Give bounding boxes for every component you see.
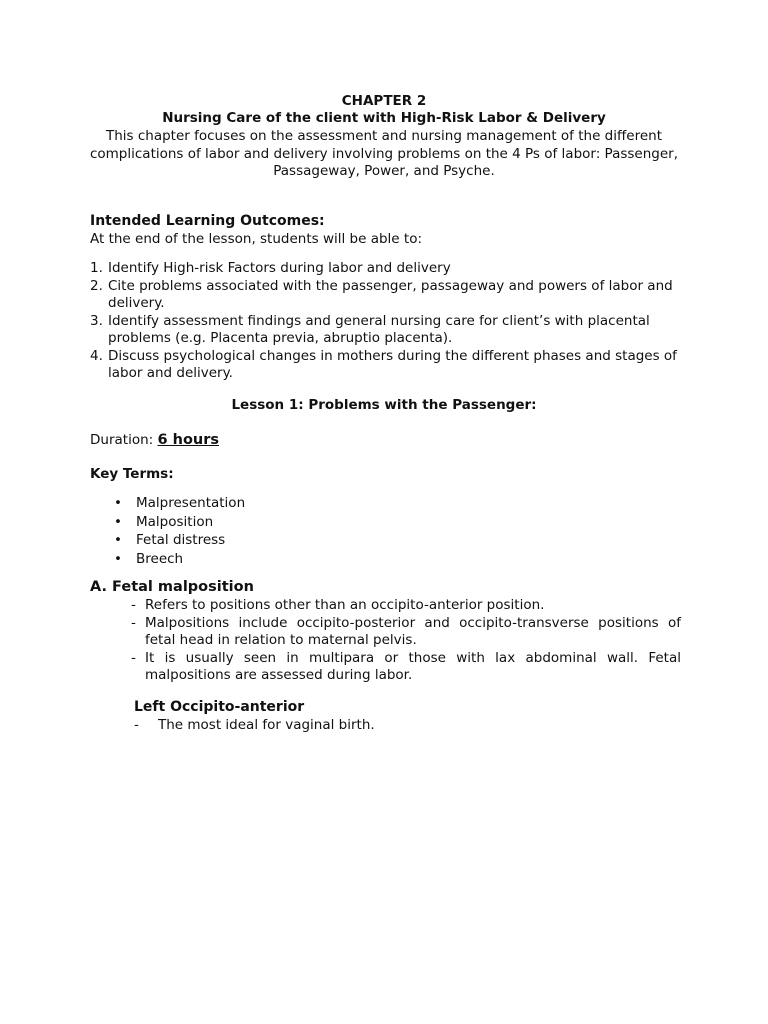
- list-item: [114, 532, 245, 551]
- bullet-icon: •: [114, 495, 122, 511]
- list-item: [90, 278, 690, 313]
- lesson-title: Lesson 1: Problems with the Passenger:: [231, 397, 537, 413]
- key-term: Breech: [136, 550, 184, 567]
- item-text: Identify High-risk Factors during labor and delivery: [108, 260, 451, 276]
- item-number: 1.: [90, 260, 103, 276]
- key-term: Malposition: [136, 513, 214, 530]
- key-term: Fetal distress: [136, 532, 226, 548]
- learning-outcomes-intro: At the end of the lesson, students will be able to:: [90, 231, 422, 247]
- item-number: 3.: [90, 312, 103, 329]
- point-text: It is usually seen in multipara or those with lax abdominal wall. Fetal malpositions are assessed during labor.: [145, 649, 681, 683]
- section-heading: A. Fetal malposition: [90, 579, 254, 595]
- list-item: [131, 650, 681, 685]
- item-number: 4.: [90, 347, 103, 364]
- point-text: The most ideal for vaginal birth.: [158, 717, 375, 733]
- bullet-icon: •: [114, 513, 122, 530]
- bullet-icon: •: [114, 532, 122, 548]
- dash-marker: -: [134, 717, 139, 733]
- duration-label: Duration:: [90, 432, 158, 448]
- point-text: Malpositions include occipito-posterior and occipito-transverse positions of fetal head in relation to maternal pelvis.: [145, 614, 681, 648]
- dash-marker: -: [131, 597, 136, 613]
- list-item: [90, 260, 690, 278]
- key-terms-heading: Key Terms:: [90, 466, 174, 482]
- point-text: Refers to positions other than an occipito-anterior position.: [145, 597, 545, 613]
- learning-outcomes-heading: Intended Learning Outcomes:: [90, 213, 325, 229]
- dash-marker: -: [131, 649, 136, 666]
- item-text: Identify assessment findings and general nursing care for client’s with placental problems (e.g. Placenta previa, abruptio placenta).: [108, 312, 650, 346]
- subsection-point: [134, 717, 375, 735]
- list-item: [114, 514, 245, 533]
- learning-outcomes-list: [90, 260, 690, 383]
- item-number: 2.: [90, 277, 103, 294]
- duration-row: [90, 432, 219, 450]
- key-terms-list: [114, 495, 245, 569]
- list-item: [90, 348, 690, 383]
- duration-value: 6 hours: [157, 432, 220, 448]
- bullet-icon: •: [114, 550, 122, 567]
- list-item: [114, 551, 245, 570]
- item-text: Discuss psychological changes in mothers during the different phases and stages of labor and delivery.: [108, 347, 677, 381]
- list-item: [131, 597, 681, 615]
- dash-marker: -: [131, 614, 136, 631]
- chapter-label: CHAPTER 2: [341, 93, 427, 109]
- list-item: [90, 313, 690, 348]
- section-points: [131, 597, 681, 685]
- key-term: Malpresentation: [136, 495, 246, 511]
- chapter-intro: This chapter focuses on the assessment and nursing management of the different complications of labor and delivery involving problems on the 4 Ps of labor: Passenger, Passageway, Power, and Psyche.: [89, 128, 679, 179]
- subsection-heading: Left Occipito-anterior: [134, 699, 305, 715]
- item-text: Cite problems associated with the passenger, passageway and powers of labor and delivery.: [108, 277, 673, 311]
- chapter-title: Nursing Care of the client with High-Risk Labor & Delivery: [162, 110, 606, 126]
- list-item: [114, 495, 245, 514]
- list-item: [131, 615, 681, 650]
